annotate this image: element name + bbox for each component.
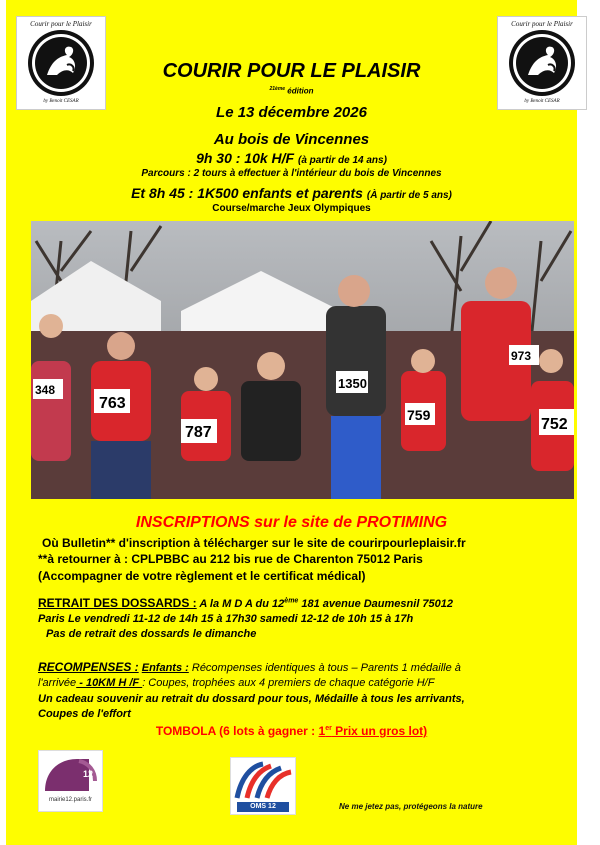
logo-text-bottom: by Benoit CESAR <box>524 99 560 104</box>
inscriptions-word: INSCRIPTIONS <box>135 514 250 531</box>
event-date: Le 13 décembre 2026 <box>216 104 367 121</box>
tombola-prefix: TOMBOLA (6 lots à gagner : <box>155 724 319 738</box>
race-10k-main: 9h 30 : 10k H/F <box>196 150 298 166</box>
tombola-line <box>6 724 577 738</box>
retrait-line-2: Paris Le vendredi 11-12 de 14h 15 à 17h30 samedi 12-12 de 10h 15 à 17h <box>38 613 414 625</box>
edition-word: édition <box>285 86 314 96</box>
race-10k <box>6 150 577 166</box>
mairie-logo-icon <box>39 751 102 797</box>
oms-logo <box>230 757 296 815</box>
bib-763: 763 <box>99 395 126 412</box>
tombola-prize <box>319 724 428 738</box>
race-1k500-age: (À partir de 5 ans) <box>366 190 452 201</box>
retrait-line-1 <box>38 596 453 610</box>
logo-text-bottom: by Benoit CESAR <box>43 99 79 104</box>
event-title: COURIR POUR LE PLAISIR <box>162 60 421 82</box>
retrait-label: RETRAIT DES DOSSARDS : <box>38 596 197 610</box>
oms-label: OMS 12 <box>237 802 289 812</box>
bib-1350: 1350 <box>338 376 367 391</box>
course-note: Course/marche Jeux Olympiques <box>212 203 371 214</box>
recompenses-line-3: Un cadeau souvenir au retrait du dossard pour tous, Médaille à tous les arrivants, <box>38 693 465 705</box>
recompenses-label: RECOMPENSES : <box>38 660 139 674</box>
svg-text:12: 12 <box>83 769 94 779</box>
edition-number: 21ème <box>269 86 286 92</box>
recompenses-text-2: : Coupes, trophées aux 4 premiers de chaque catégorie H/F <box>142 677 435 689</box>
logo-text-top: Courir pour le Plaisir <box>30 20 92 28</box>
retrait-line-3: Pas de retrait des dossards le dimanche <box>46 628 257 640</box>
runners-photo-image <box>31 221 574 499</box>
recompenses-line-4: Coupes de l'effort <box>38 708 131 720</box>
flyer-page <box>6 0 577 845</box>
bib-973: 973 <box>511 349 532 363</box>
race-1k500-main: Et 8h 45 : 1K500 enfants et parents <box>131 185 367 201</box>
logo-text-top: Courir pour le Plaisir <box>511 20 573 28</box>
recompenses-line-2 <box>38 677 434 689</box>
event-place: Au bois de Vincennes <box>213 131 370 148</box>
oms-logo-icon <box>231 758 295 802</box>
race-10k-age: (à partir de 14 ans) <box>298 155 387 166</box>
runners-photo <box>31 221 574 499</box>
race-1k500 <box>6 185 577 201</box>
prize-number: 1 <box>318 724 326 738</box>
recompenses-text-1: Récompenses identiques à tous – Parents 1 médaille à <box>188 662 461 674</box>
recompenses-line-1 <box>38 660 461 674</box>
nature-note: Ne me jetez pas, protégeons la nature <box>339 802 483 811</box>
mairie-logo <box>38 750 103 812</box>
mairie-url: mairie12.paris.fr <box>48 797 92 803</box>
bulletin-line: Où Bulletin** d'inscription à télécharger sur le site de courirpourleplaisir.fr <box>42 536 466 550</box>
enfants-label: Enfants : <box>141 662 189 674</box>
prize-rest: Prix un gros lot) <box>331 724 428 738</box>
inscriptions-site: sur le site de PROTIMING <box>249 514 448 531</box>
inscriptions-heading <box>6 514 577 532</box>
address-line: **à retourner à : CPLPBBC au 212 bis rue de Charenton 75012 Paris <box>38 552 423 566</box>
prize-sup: er <box>325 725 332 732</box>
edition-label <box>6 86 577 96</box>
bib-752: 752 <box>541 416 568 433</box>
retrait-place-b: 181 avenue Daumesnil 75012 <box>298 598 454 610</box>
recompenses-10km: - 10KM H /F <box>76 677 143 689</box>
retrait-place-a: A la M D A du 12 <box>196 598 285 610</box>
retrait-place-sup: ème <box>284 597 299 605</box>
certificat-line: (Accompagner de votre règlement et le certificat médical) <box>38 569 366 583</box>
bib-348: 348 <box>35 383 56 397</box>
bib-787: 787 <box>185 424 212 441</box>
bib-759: 759 <box>407 407 431 423</box>
recompenses-arrivee: l'arrivée <box>38 677 77 689</box>
parcours-note: Parcours : 2 tours à effectuer à l'intérieur du bois de Vincennes <box>141 168 442 179</box>
